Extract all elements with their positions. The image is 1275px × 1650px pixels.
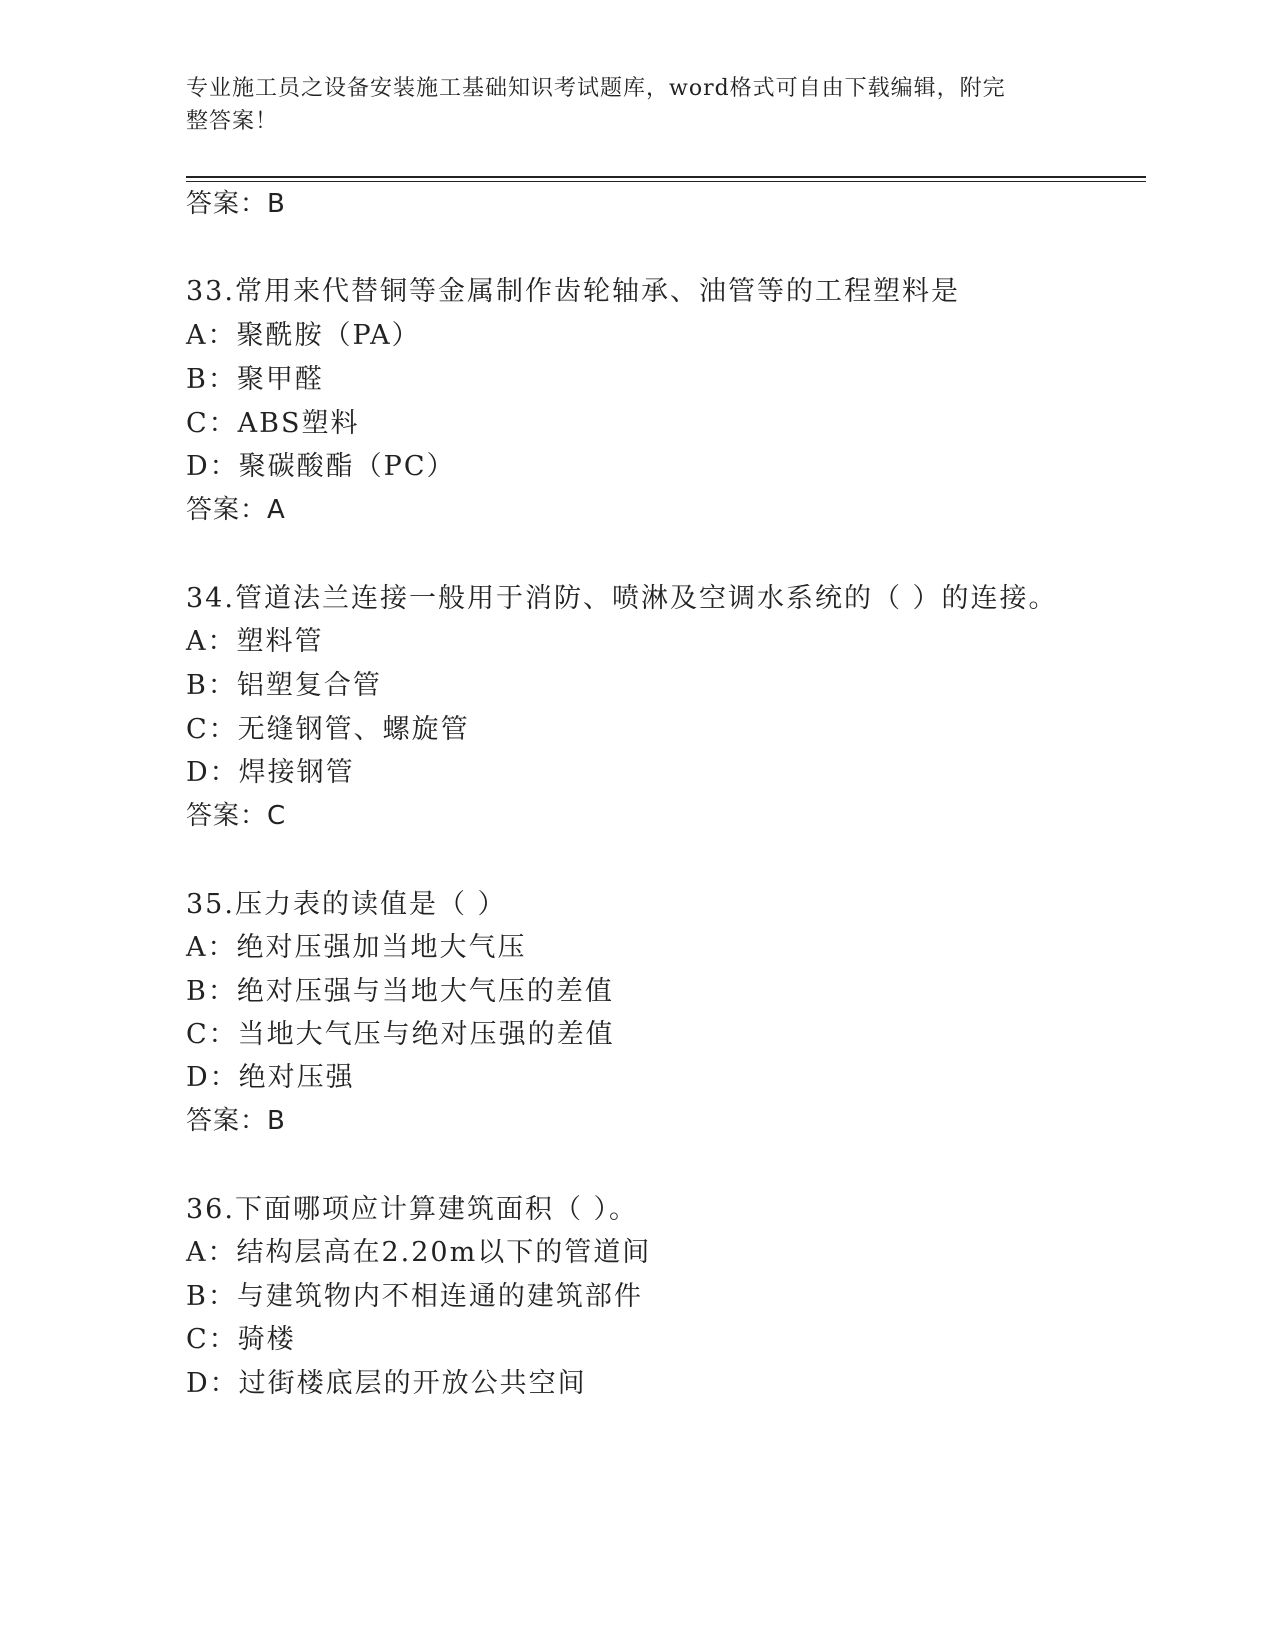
header-rule-thick	[186, 176, 1146, 178]
question-36-stem: 36.下面哪项应计算建筑面积（ ）。	[186, 1194, 639, 1225]
question-33-option-a: A：聚酰胺（PA）	[186, 320, 421, 351]
document-header	[186, 72, 1066, 138]
header-rule-thin	[186, 181, 1146, 182]
question-34-option-d: D：焊接钢管	[186, 757, 355, 788]
question-36-option-d: D：过街楼底层的开放公共空间	[186, 1368, 587, 1399]
question-35-stem: 35.压力表的读值是（ ）	[186, 889, 507, 920]
question-36-option-b: B：与建筑物内不相连通的建筑部件	[186, 1281, 643, 1312]
question-33-option-d: D：聚碳酸酯（PC）	[186, 451, 456, 482]
question-35-option-b: B：绝对压强与当地大气压的差值	[186, 976, 614, 1007]
header-line-2: 整答案！	[186, 109, 279, 134]
question-35-option-c: C：当地大气压与绝对压强的差值	[186, 1019, 615, 1050]
question-33-option-b: B：聚甲醛	[186, 364, 324, 395]
header-line-1: 专业施工员之设备安装施工基础知识考试题库，word格式可自由下载编辑，附完	[186, 76, 1006, 101]
question-36-option-a: A：结构层高在2.20m以下的管道间	[186, 1237, 652, 1268]
previous-answer: 答案：B	[186, 189, 286, 219]
question-34-stem: 34.管道法兰连接一般用于消防、喷淋及空调水系统的（ ）的连接。	[186, 583, 1058, 614]
question-35-answer: 答案：B	[186, 1106, 286, 1136]
question-35-option-a: A：绝对压强加当地大气压	[186, 932, 527, 963]
question-34-option-a: A：塑料管	[186, 626, 324, 657]
question-33-answer: 答案：A	[186, 495, 286, 525]
question-33-option-c: C：ABS塑料	[186, 408, 360, 439]
question-33-stem: 33.常用来代替铜等金属制作齿轮轴承、油管等的工程塑料是	[186, 276, 960, 307]
question-35-option-d: D：绝对压强	[186, 1062, 355, 1093]
question-34-option-b: B：铝塑复合管	[186, 670, 382, 701]
question-36-option-c: C：骑楼	[186, 1324, 296, 1355]
question-34-option-c: C：无缝钢管、螺旋管	[186, 714, 470, 745]
question-34-answer: 答案：C	[186, 801, 287, 831]
